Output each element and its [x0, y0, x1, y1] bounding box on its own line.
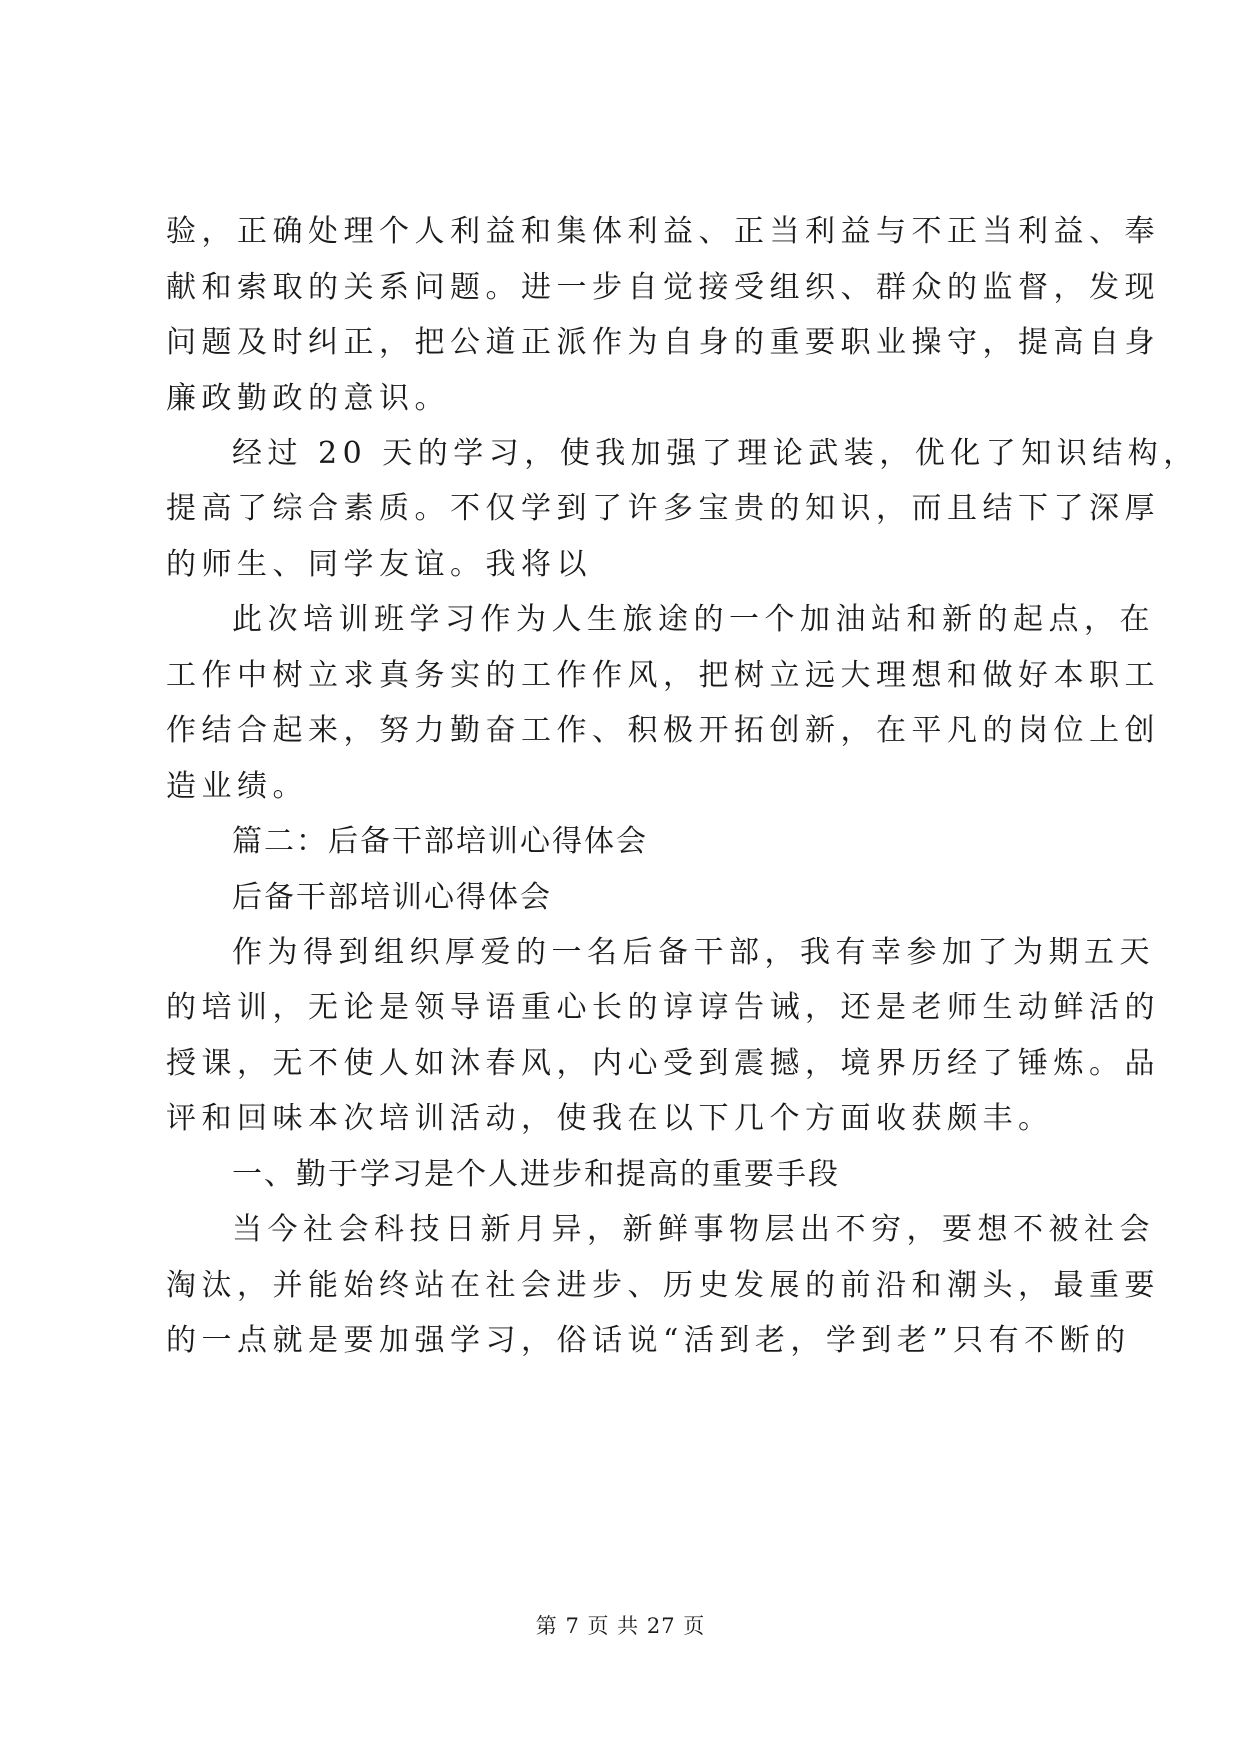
text-line: 淘汰，并能始终站在社会进步、历史发展的前沿和潮头，最重要: [166, 1268, 1160, 1303]
paragraph-start: 此次培训班学习作为人生旅途的一个加油站和新的起点，在: [232, 602, 1155, 637]
text-line: 授课，无不使人如沐春风，内心受到震撼，境界历经了锤炼。品: [166, 1046, 1160, 1081]
text-line: 的师生、同学友谊。我将以: [166, 547, 592, 582]
paragraph-start: 作为得到组织厚爱的一名后备干部，我有幸参加了为期五天: [232, 935, 1155, 970]
text-line: 问题及时纠正，把公道正派作为自身的重要职业操守，提高自身: [166, 325, 1160, 360]
text-line: 的一点就是要加强学习，俗话说“活到老，学到老”只有不断的: [166, 1323, 1131, 1358]
subsection-heading: 一、勤于学习是个人进步和提高的重要手段: [232, 1157, 840, 1192]
text-line: 工作中树立求真务实的工作作风，把树立远大理想和做好本职工: [166, 658, 1160, 693]
text-line: 造业绩。: [166, 769, 308, 804]
text-line: 的培训，无论是领导语重心长的谆谆告诫，还是老师生动鲜活的: [166, 990, 1160, 1025]
text-line: 验，正确处理个人利益和集体利益、正当利益与不正当利益、奉: [166, 214, 1160, 249]
text-line: 提高了综合素质。不仅学到了许多宝贵的知识，而且结下了深厚: [166, 491, 1160, 526]
text-line: 评和回味本次培训活动，使我在以下几个方面收获颇丰。: [166, 1101, 1054, 1136]
section-heading: 篇二：后备干部培训心得体会: [232, 824, 648, 859]
text-line: 作结合起来，努力勤奋工作、积极开拓创新，在平凡的岗位上创: [166, 713, 1160, 748]
page-footer: 第 7 页 共 27 页: [535, 1614, 706, 1638]
text-line: 献和索取的关系问题。进一步自觉接受组织、群众的监督，发现: [166, 270, 1160, 305]
text-line: 廉政勤政的意识。: [166, 381, 450, 416]
paragraph-start: 当今社会科技日新月异，新鲜事物层出不穷，要想不被社会: [232, 1212, 1155, 1247]
article-title: 后备干部培训心得体会: [232, 880, 552, 915]
paragraph-start: 经过 20 天的学习，使我加强了理论武装，优化了知识结构，: [232, 436, 1199, 471]
